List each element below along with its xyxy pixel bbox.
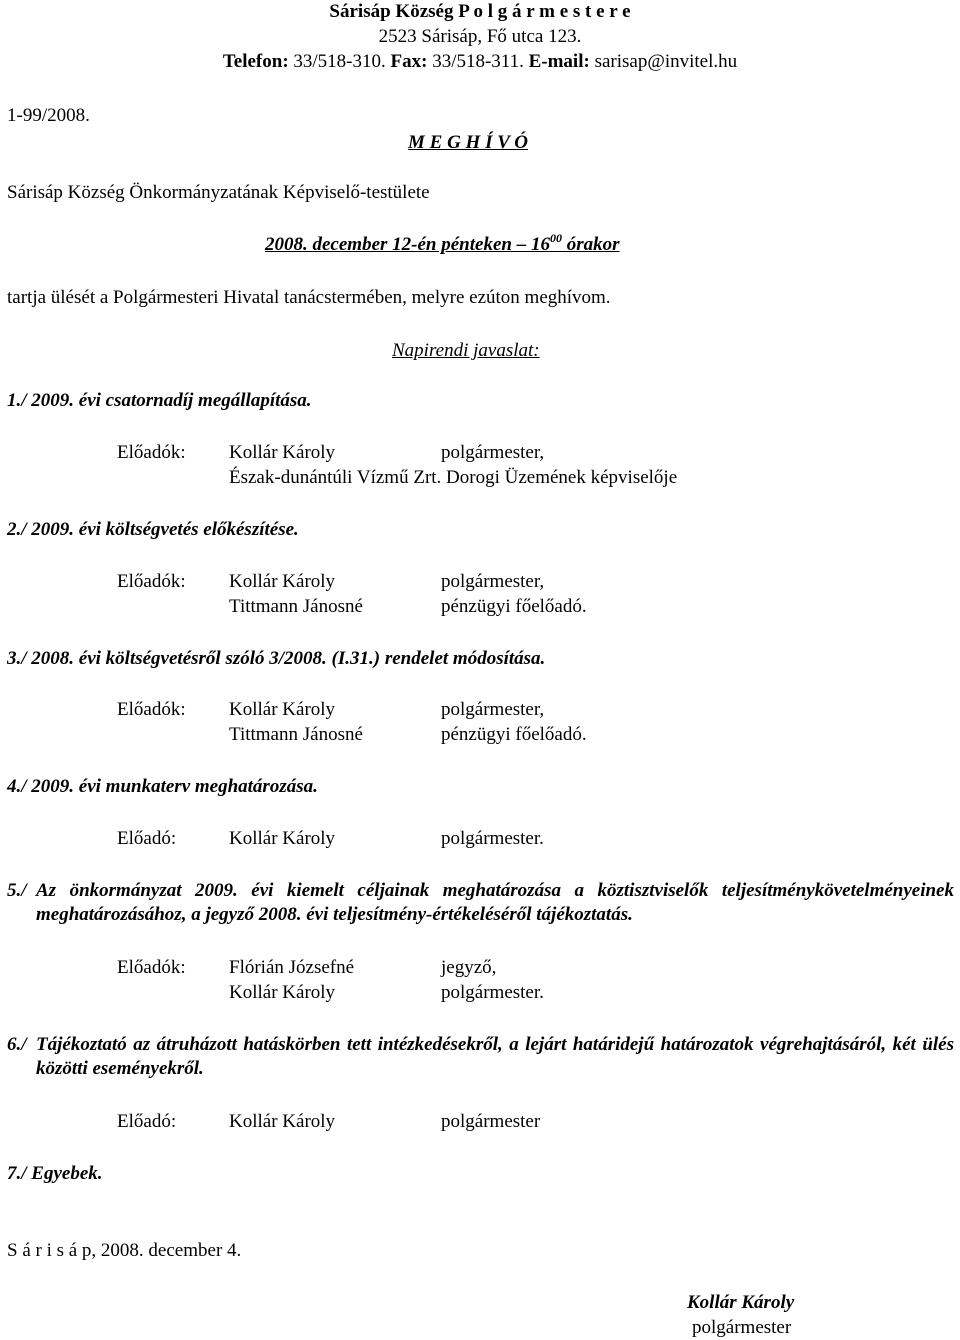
presenter-role: pénzügyi főelőadó. (441, 724, 587, 745)
agenda-item-4-title: 4./ 2009. évi munkaterv meghatározása. (7, 776, 318, 797)
presenter-role: jegyző, (441, 957, 497, 978)
email-address: sarisap@invitel.hu (594, 51, 738, 72)
presenter-label: Előadók: (117, 699, 186, 720)
agenda-item-6-title: Tájékoztató az átruházott hatáskörben tett intézkedésekről, a lejárt határidejű határozatok végrehajtásáról, két ülés közötti eseményekről. (36, 1034, 954, 1079)
document-title: M E G H Í V Ó (408, 132, 529, 153)
presenter-name: Kollár Károly (229, 442, 336, 463)
meeting-datetime (265, 233, 620, 257)
presenter-name: Flórián Józsefné (229, 957, 355, 978)
presenter-name: Kollár Károly (229, 1111, 336, 1132)
presenter-role: polgármester, (441, 442, 545, 463)
agenda-item-7-title: 7./ Egyebek. (7, 1163, 103, 1184)
reference-number: 1-99/2008. (7, 105, 90, 126)
agenda-heading: Napirendi javaslat: (392, 340, 540, 361)
phone-label: Telefon: (222, 51, 289, 72)
place-date: S á r i s á p, 2008. december 4. (7, 1240, 242, 1261)
agenda-item-6-number: 6./ (7, 1034, 27, 1055)
presenter-name: Kollár Károly (229, 982, 336, 1003)
presenter-name: Tittmann Jánosné (229, 596, 363, 617)
presenter-role: polgármester (441, 1111, 541, 1132)
meeting-time-suffix: órakor (566, 234, 620, 255)
presenter-name: Észak-dunántúli Vízmű Zrt. Dorogi Üzemének képviselője (229, 467, 678, 488)
presenter-label: Előadó: (117, 828, 177, 849)
presenter-name: Tittmann Jánosné (229, 724, 363, 745)
letterhead-address: 2523 Sárisáp, Fő utca 123. (378, 26, 582, 47)
body-authority: Sárisáp Község Önkormányzatának Képviselő-testülete (7, 182, 430, 203)
presenter-label: Előadók: (117, 442, 186, 463)
presenter-label: Előadók: (117, 571, 186, 592)
agenda-item-2-title: 2./ 2009. évi költségvetés előkészítése. (7, 519, 299, 540)
presenter-role: polgármester. (441, 828, 544, 849)
letterhead-contact (0, 50, 960, 74)
fax-label: Fax: (390, 51, 428, 72)
letterhead-name: Sárisáp Község P o l g á r m e s t e r e (329, 1, 631, 22)
fax-number: 33/518-311. (432, 51, 524, 72)
phone-number: 33/518-310. (293, 51, 386, 72)
meeting-location: tartja ülését a Polgármesteri Hivatal tanácstermében, melyre ezúton meghívom. (7, 287, 611, 308)
agenda-item-5-number: 5./ (7, 880, 27, 901)
presenter-label: Előadó: (117, 1111, 177, 1132)
presenter-name: Kollár Károly (229, 699, 336, 720)
meeting-hour-sup: 00 (549, 231, 562, 245)
presenter-role: polgármester, (441, 571, 545, 592)
presenter-name: Kollár Károly (229, 571, 336, 592)
presenter-label: Előadók: (117, 957, 186, 978)
signature-name: Kollár Károly (687, 1292, 795, 1313)
signature-title: polgármester (692, 1317, 792, 1338)
meeting-date: 2008. december 12-én pénteken – 16 (265, 234, 550, 255)
presenter-role: pénzügyi főelőadó. (441, 596, 587, 617)
presenter-role: polgármester, (441, 699, 545, 720)
agenda-item-5-title: Az önkormányzat 2009. évi kiemelt céljainak meghatározása a köztisztviselők teljesítménykövetelményeinek meghatározásához, a jegyző 2008. évi teljesítmény-értékeléséről tájékoztatás. (36, 880, 954, 925)
presenter-name: Kollár Károly (229, 828, 336, 849)
agenda-item-1-title: 1./ 2009. évi csatornadíj megállapítása. (7, 390, 312, 411)
agenda-item-3-title: 3./ 2008. évi költségvetésről szóló 3/2008. (I.31.) rendelet módosítása. (7, 648, 546, 669)
email-label: E-mail: (528, 51, 590, 72)
presenter-role: polgármester. (441, 982, 544, 1003)
